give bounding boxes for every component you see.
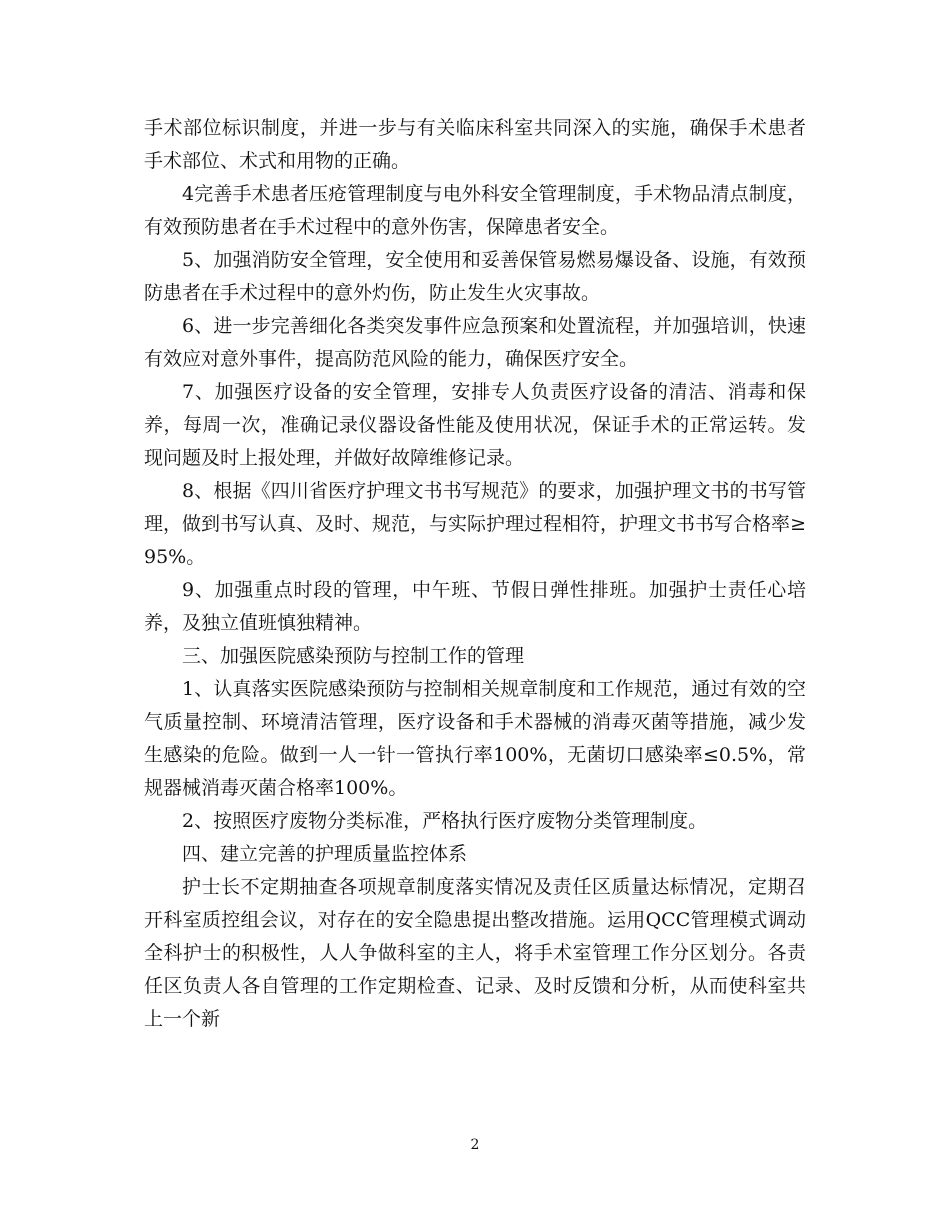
section-heading-infection-control: 三、加强医院感染预防与控制工作的管理 [182, 645, 525, 667]
paragraph-5: 7、加强医疗设备的安全管理，安排专人负责医疗设备的清洁、消毒和保养，每周一次，准确记录仪器设备性能及使用状况，保证手术的正常运转。发现问题及时上报处理，并做好故障维修记录。 [144, 381, 806, 469]
page-number: 2 [470, 1137, 480, 1153]
paragraph-7: 9、加强重点时段的管理，中午班、节假日弹性排班。加强护士责任心培养，及独立值班慎独精神。 [144, 579, 806, 634]
paragraph-6: 8、根据《四川省医疗护理文书书写规范》的要求，加强护理文书的书写管理，做到书写认真、及时、规范，与实际护理过程相符，护理文书书写合格率≥95%。 [144, 480, 806, 568]
paragraph-4: 6、进一步完善细化各类突发事件应急预案和处置流程，并加强培训，快速有效应对意外事件，提高防范风险的能力，确保医疗安全。 [144, 315, 806, 370]
section-heading-quality-monitoring: 四、建立完善的护理质量监控体系 [182, 843, 468, 865]
paragraph-3: 5、加强消防安全管理，安全使用和妥善保管易燃易爆设备、设施，有效预防患者在手术过程中的意外灼伤，防止发生火灾事故。 [144, 249, 806, 304]
document-body [144, 112, 806, 1036]
paragraph-1: 手术部位标识制度，并进一步与有关临床科室共同深入的实施，确保手术患者手术部位、术式和用物的正确。 [144, 117, 806, 172]
paragraph-10: 2、按照医疗废物分类标准，严格执行医疗废物分类管理制度。 [182, 810, 708, 832]
paragraph-12: 护士长不定期抽查各项规章制度落实情况及责任区质量达标情况，定期召开科室质控组会议，对存在的安全隐患提出整改措施。运用QCC管理模式调动全科护士的积极性，人人争做科室的主人，将手术室管理工作分区划分。各责任区负责人各自管理的工作定期检查、记录、及时反馈和分析，从而使科室共上一个新 [144, 876, 806, 1030]
paragraph-9: 1、认真落实医院感染预防与控制相关规章制度和工作规范，通过有效的空气质量控制、环境清洁管理，医疗设备和手术器械的消毒灭菌等措施，减少发生感染的危险。做到一人一针一管执行率100%，无菌切口感染率≤0.5%，常规器械消毒灭菌合格率100%。 [144, 678, 806, 799]
paragraph-2: 4完善手术患者压疮管理制度与电外科安全管理制度，手术物品清点制度，有效预防患者在手术过程中的意外伤害，保障患者安全。 [144, 183, 806, 238]
